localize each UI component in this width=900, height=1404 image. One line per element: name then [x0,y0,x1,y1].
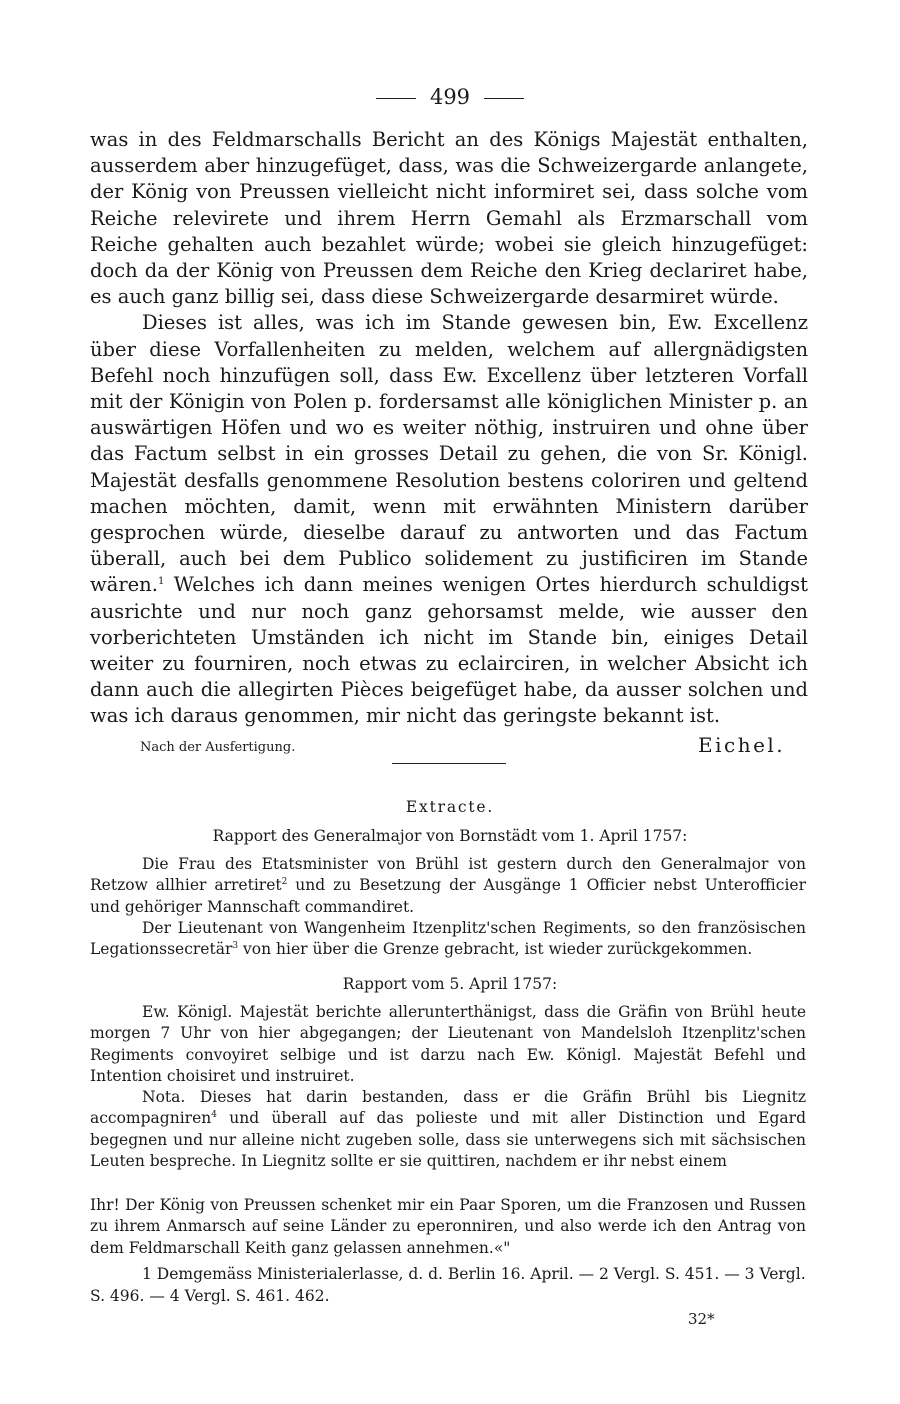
report1-heading: Rapport des Generalmajor von Bornstädt vom 1. April 1757: [212,827,688,845]
footnotes [90,1264,806,1307]
footnotes-text: 1 Demgemäss Ministerialerlasse, d. d. Berlin 16. April. — 2 Vergl. S. 451. — 3 Vergl. S. 496. — 4 Vergl. S. 461. 462. [90,1265,806,1305]
continued-footnote [90,1195,806,1259]
footnote-ref-1: 1 [157,576,165,588]
main-text [90,127,808,730]
section-rule [392,763,506,764]
extracts-heading: Extracte. [405,798,495,816]
main-paragraph-1: was in des Feldmarschalls Bericht an des Königs Majestät enthalten, ausserdem aber hinzugefüget, dass, was die Schweizergarde anlangete, der König von Preussen vielleicht nicht informiret sei, dass solche vom Reiche relevirete und ihrem Herrn Gemahl als Erzmarschall vom Reiche gehalten auch bezahlet würde; wobei sie gleich hinzugefüget: doch da der König von Preussen dem Reiche den Krieg declariret habe, es auch ganz billig sei, dass diese Schweizergarde desarmiret würde. [90,128,808,309]
report2-body [90,1002,806,1172]
page-header [0,84,900,110]
main-paragraph-2-text: Dieses ist alles, was ich im Stande gewesen bin, Ew. Excellenz über diese Vorfallenheiten zu melden, welchem auf allergnädigsten Befehl noch hinzufügen soll, dass Ew. Excellenz über letzteren Vorfall mit der Königin von Polen p. fordersamst alle königlichen Minister p. an auswärtigen Höfen und wo es weiter nöthig, instruiren und ohne über das Factum selbst in ein grosses Detail zu gehen, die von Sr. Königl. Majestät desfalls genommene Resolution bestens coloriren und geltend machen möchten, damit, wenn mit erwähnten Ministern darüber gesprochen würde, dieselbe darauf zu antworten und das Factum überall, auch bei dem Publico solidement zu justificiren im Stande wären. [90,311,808,597]
footnote-ref-3: 3 [232,941,239,952]
report1-p2-text: Der Lieutenant von Wangenheim Itzenplitz'schen Regiments, so den französischen Legationssecretär [90,918,806,959]
source-note: Nach der Ausfertigung. [140,740,296,755]
report1-paragraph-1 [90,854,806,918]
main-paragraph-2-tail: Welches ich dann meines wenigen Ortes hierdurch schuldigst ausrichte und nur noch ganz gehorsamst melde, wie ausser den vorberichteten Umständen ich nicht im Stande bin, einiges Detail weiter zu fourniren, noch etwas zu eclairciren, in welcher Absicht ich dann auch die allegirten Pièces beigefüget habe, da ausser solchen und was ich daraus genommen, mir nicht das geringste bekannt ist. [90,573,808,728]
signature-mark: 32* [688,1310,715,1328]
header-dash-right [484,98,524,99]
report1-p2-tail: von hier über die Grenze gebracht, ist wieder zurückgekommen. [238,940,753,959]
footnote-ref-4: 4 [211,1110,217,1121]
page-number: 499 [429,85,471,109]
header-dash-left [376,98,416,99]
main-paragraph-2 [90,310,808,729]
report2-paragraph-1: Ew. Königl. Majestät berichte allerunterthänigst, dass die Gräfin von Brühl heute morgen 7 Uhr von hier abgegangen; der Lieutenant von Mandelsloh Itzenplitz'schen Regiments convoyiret selbige und ist darzu nach Ew. Königl. Majestät Befehl und Intention choisiret und instruiret. [90,1003,806,1085]
report2-p2-text: Nota. Dieses hat darin bestanden, dass er die Gräfin Brühl bis Liegnitz accompagniren [90,1088,806,1128]
continued-footnote-text: Ihr! Der König von Preussen schenket mir ein Paar Sporen, um die Franzosen und Russen zu ihrem Anmarsch auf seine Länder zu eperonniren, und also werde ich den Antrag von dem Feldmarschall Keith ganz gelassen annehmen.«" [90,1196,806,1257]
report1-p1-tail: und zu Besetzung der Ausgänge 1 Officier nebst Unterofficier und gehöriger Mannschaft commandiret. [90,876,806,916]
signature: Eichel. [698,733,786,757]
report2-heading: Rapport vom 5. April 1757: [342,975,558,993]
report1-body [90,854,806,960]
report1-p1-text: Die Frau des Etatsminister von Brühl ist gestern durch den Generalmajor von Retzow allhier arretiret [90,855,806,895]
report2-paragraph-2 [90,1087,806,1172]
report2-p2-tail: und überall auf das polieste und mit aller Distinction und Egard begegnen und nur alleine nicht zugeben solle, dass sie unterwegens sich mit sächsischen Leuten bespreche. In Liegnitz sollte er sie quittiren, nachdem er ihr nebst einem [90,1109,806,1171]
report1-paragraph-2 [90,918,806,961]
footnote-ref-2: 2 [281,877,288,888]
